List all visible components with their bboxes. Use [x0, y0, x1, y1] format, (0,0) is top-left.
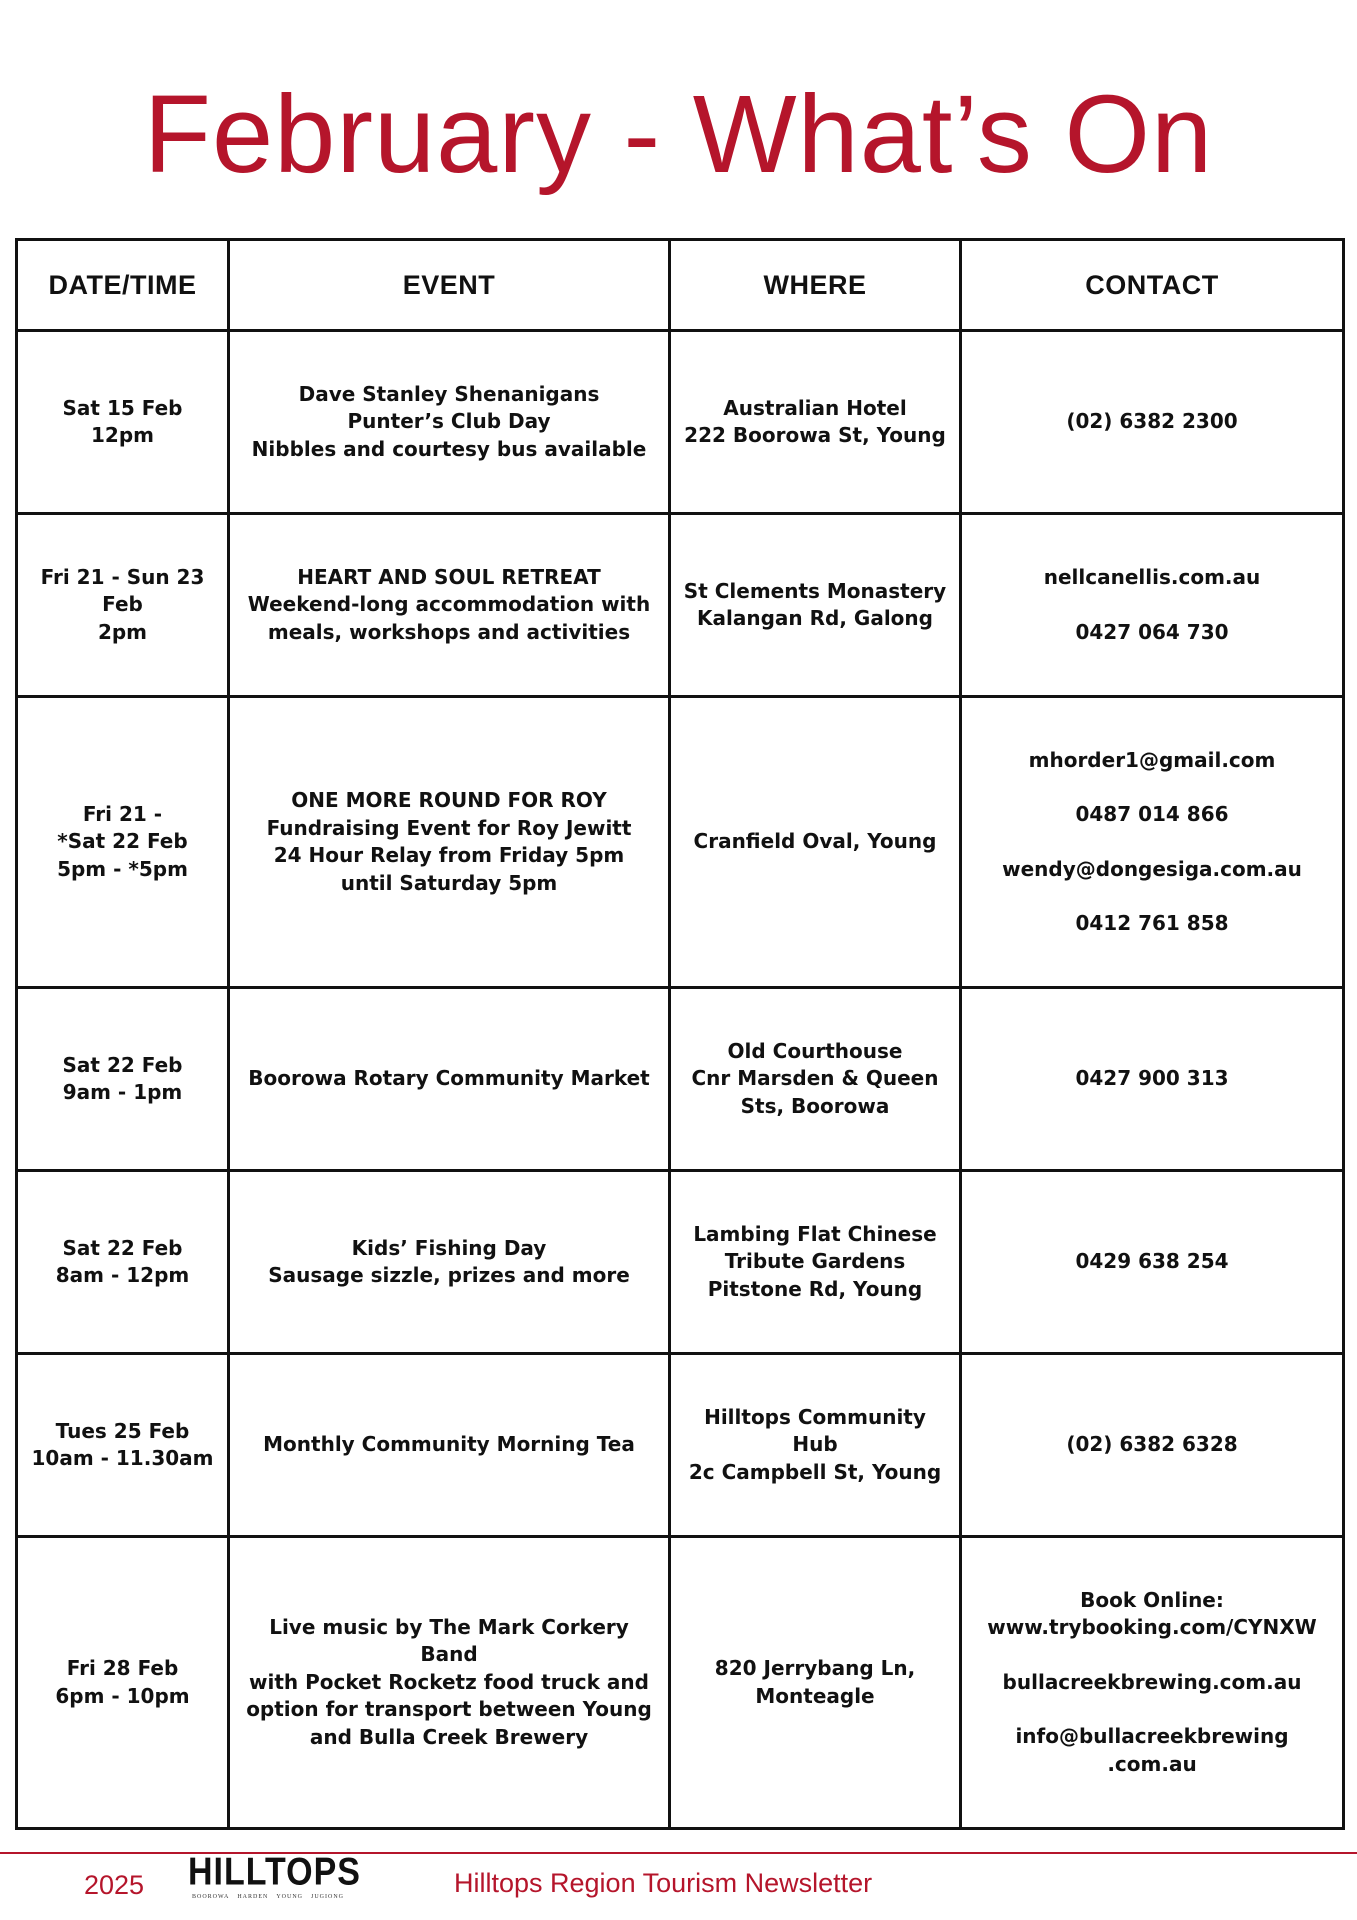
contact-cell — [961, 988, 1344, 1171]
cell-line: Cnr Marsden & Queen — [691, 1066, 939, 1091]
cell-line: option for transport between Young — [246, 1697, 652, 1722]
logo-town: HARDEN — [237, 1894, 269, 1900]
contact-line: 0412 761 858 — [1075, 911, 1229, 935]
cell-line: Fri 21 - Sun 23 — [40, 564, 205, 589]
cell-line: Lambing Flat Chinese — [693, 1221, 937, 1246]
cell-line: Sts, Boorowa — [740, 1093, 890, 1118]
cell-line: 8am - 12pm — [55, 1263, 190, 1287]
contact-line: 0487 014 866 — [1075, 802, 1229, 826]
header-contact: CONTACT — [961, 240, 1344, 331]
logo-towns — [188, 1894, 345, 1900]
cell-line: Fundraising Event for Roy Jewitt — [266, 815, 632, 840]
event-cell — [229, 988, 670, 1171]
where-cell — [670, 1354, 961, 1537]
cell-line: HEART AND SOUL RETREAT — [297, 564, 601, 589]
cell-line: Kids’ Fishing Day — [351, 1235, 547, 1260]
cell-line: 12pm — [91, 423, 154, 447]
cell-line: Sausage sizzle, prizes and more — [268, 1263, 630, 1287]
table-row — [17, 331, 1344, 514]
cell-line: and Bulla Creek Brewery — [309, 1724, 589, 1749]
header-event: EVENT — [229, 240, 670, 331]
contact-line: wendy@dongesiga.com.au — [1002, 856, 1302, 881]
cell-line: Tribute Gardens — [724, 1249, 906, 1274]
cell-line: meals, workshops and activities — [267, 619, 631, 644]
cell-line: ONE MORE ROUND FOR ROY — [291, 788, 607, 812]
where-cell — [670, 697, 961, 988]
hilltops-logo — [188, 1850, 361, 1900]
cell-line: Punter’s Club Day — [347, 409, 551, 434]
event-cell — [229, 697, 670, 988]
cell-line: Cranfield Oval, Young — [693, 829, 937, 854]
contact-line: (02) 6382 6328 — [1066, 1432, 1238, 1457]
where-cell — [670, 514, 961, 697]
cell-line: Pitstone Rd, Young — [707, 1276, 923, 1301]
event-cell — [229, 1354, 670, 1537]
contact-line: 0427 900 313 — [1075, 1066, 1229, 1091]
event-cell — [229, 331, 670, 514]
contact-line: info@bullacreekbrewing .com.au — [1015, 1724, 1289, 1776]
cell-line: 222 Boorowa St, Young — [684, 423, 946, 447]
date-time-cell — [17, 331, 229, 514]
contact-cell — [961, 1171, 1344, 1354]
cell-line: Hub — [792, 1432, 838, 1457]
cell-line: Weekend-long accommodation with — [247, 592, 651, 617]
cell-line: Tues 25 Feb — [55, 1418, 190, 1443]
header-date-time: DATE/TIME — [17, 240, 229, 331]
table-header-row — [17, 240, 1344, 331]
contact-line: 0429 638 254 — [1075, 1249, 1229, 1274]
cell-line: 2pm — [97, 619, 148, 644]
contact-cell — [961, 514, 1344, 697]
logo-town: JUGIONG — [311, 1894, 345, 1900]
cell-line: Sat 15 Feb — [62, 395, 183, 420]
cell-line: Sat 22 Feb — [62, 1052, 183, 1077]
cell-line: Live music by The Mark Corkery Band — [269, 1614, 629, 1667]
cell-line: 10am - 11.30am — [31, 1446, 214, 1470]
contact-cell — [961, 1354, 1344, 1537]
contact-cell — [961, 1537, 1344, 1829]
cell-line: Kalangan Rd, Galong — [697, 606, 933, 630]
page-title: February - What’s On — [143, 73, 1214, 196]
cell-line: Monthly Community Morning Tea — [263, 1432, 635, 1457]
cell-line: 2c Campbell St, Young — [688, 1459, 942, 1484]
cell-line: Hilltops Community — [704, 1404, 926, 1429]
date-time-cell — [17, 697, 229, 988]
cell-line: 5pm - *5pm — [57, 856, 188, 881]
event-cell — [229, 1171, 670, 1354]
where-cell — [670, 988, 961, 1171]
header-where: WHERE — [670, 240, 961, 331]
footer-year: 2025 — [84, 1870, 145, 1900]
where-cell — [670, 1171, 961, 1354]
cell-line: Boorowa Rotary Community Market — [248, 1066, 650, 1091]
cell-line: Nibbles and courtesy bus available — [251, 436, 647, 461]
contact-line: nellcanellis.com.au — [1043, 565, 1261, 589]
logo-wordmark: HILLTOPS — [188, 1850, 361, 1894]
cell-line: *Sat 22 Feb — [57, 829, 188, 854]
table-row — [17, 697, 1344, 988]
cell-line: Fri 21 - — [82, 801, 163, 826]
table-row — [17, 1537, 1344, 1829]
table-row — [17, 1354, 1344, 1537]
cell-line: St Clements Monastery — [683, 578, 947, 603]
contact-line: 0427 064 730 — [1075, 619, 1229, 644]
date-time-cell — [17, 1537, 229, 1829]
contact-line: Book Online: www.trybooking.com/CYNXW — [987, 1587, 1317, 1640]
cell-line: 9am - 1pm — [62, 1080, 183, 1104]
cell-line: Feb — [102, 592, 143, 617]
cell-line: Fri 28 Feb — [66, 1656, 179, 1680]
cell-line: Sat 22 Feb — [62, 1235, 183, 1260]
date-time-cell — [17, 514, 229, 697]
cell-line: with Pocket Rocketz food truck and — [249, 1669, 649, 1694]
contact-cell — [961, 331, 1344, 514]
contact-cell — [961, 697, 1344, 988]
table-row — [17, 514, 1344, 697]
cell-line: until Saturday 5pm — [340, 870, 558, 895]
cell-line: 820 Jerrybang Ln, — [714, 1656, 916, 1680]
table-row — [17, 988, 1344, 1171]
logo-town: BOOROWA — [192, 1894, 230, 1900]
cell-line: Monteagle — [755, 1683, 875, 1708]
date-time-cell — [17, 1354, 229, 1537]
date-time-cell — [17, 988, 229, 1171]
events-table — [15, 238, 1345, 1830]
logo-town: YOUNG — [276, 1894, 304, 1900]
where-cell — [670, 1537, 961, 1829]
contact-line: mhorder1@gmail.com — [1028, 747, 1276, 772]
cell-line: 6pm - 10pm — [55, 1683, 190, 1708]
cell-line: Old Courthouse — [727, 1038, 903, 1063]
event-cell — [229, 514, 670, 697]
cell-line: Dave Stanley Shenanigans — [298, 381, 600, 406]
cell-line: 24 Hour Relay from Friday 5pm — [273, 843, 625, 867]
contact-line: bullacreekbrewing.com.au — [1002, 1669, 1302, 1694]
contact-line: (02) 6382 2300 — [1066, 409, 1238, 434]
where-cell — [670, 331, 961, 514]
cell-line: Australian Hotel — [723, 395, 907, 420]
date-time-cell — [17, 1171, 229, 1354]
table-row — [17, 1171, 1344, 1354]
event-cell — [229, 1537, 670, 1829]
newsletter-title: Hilltops Region Tourism Newsletter — [454, 1868, 873, 1898]
